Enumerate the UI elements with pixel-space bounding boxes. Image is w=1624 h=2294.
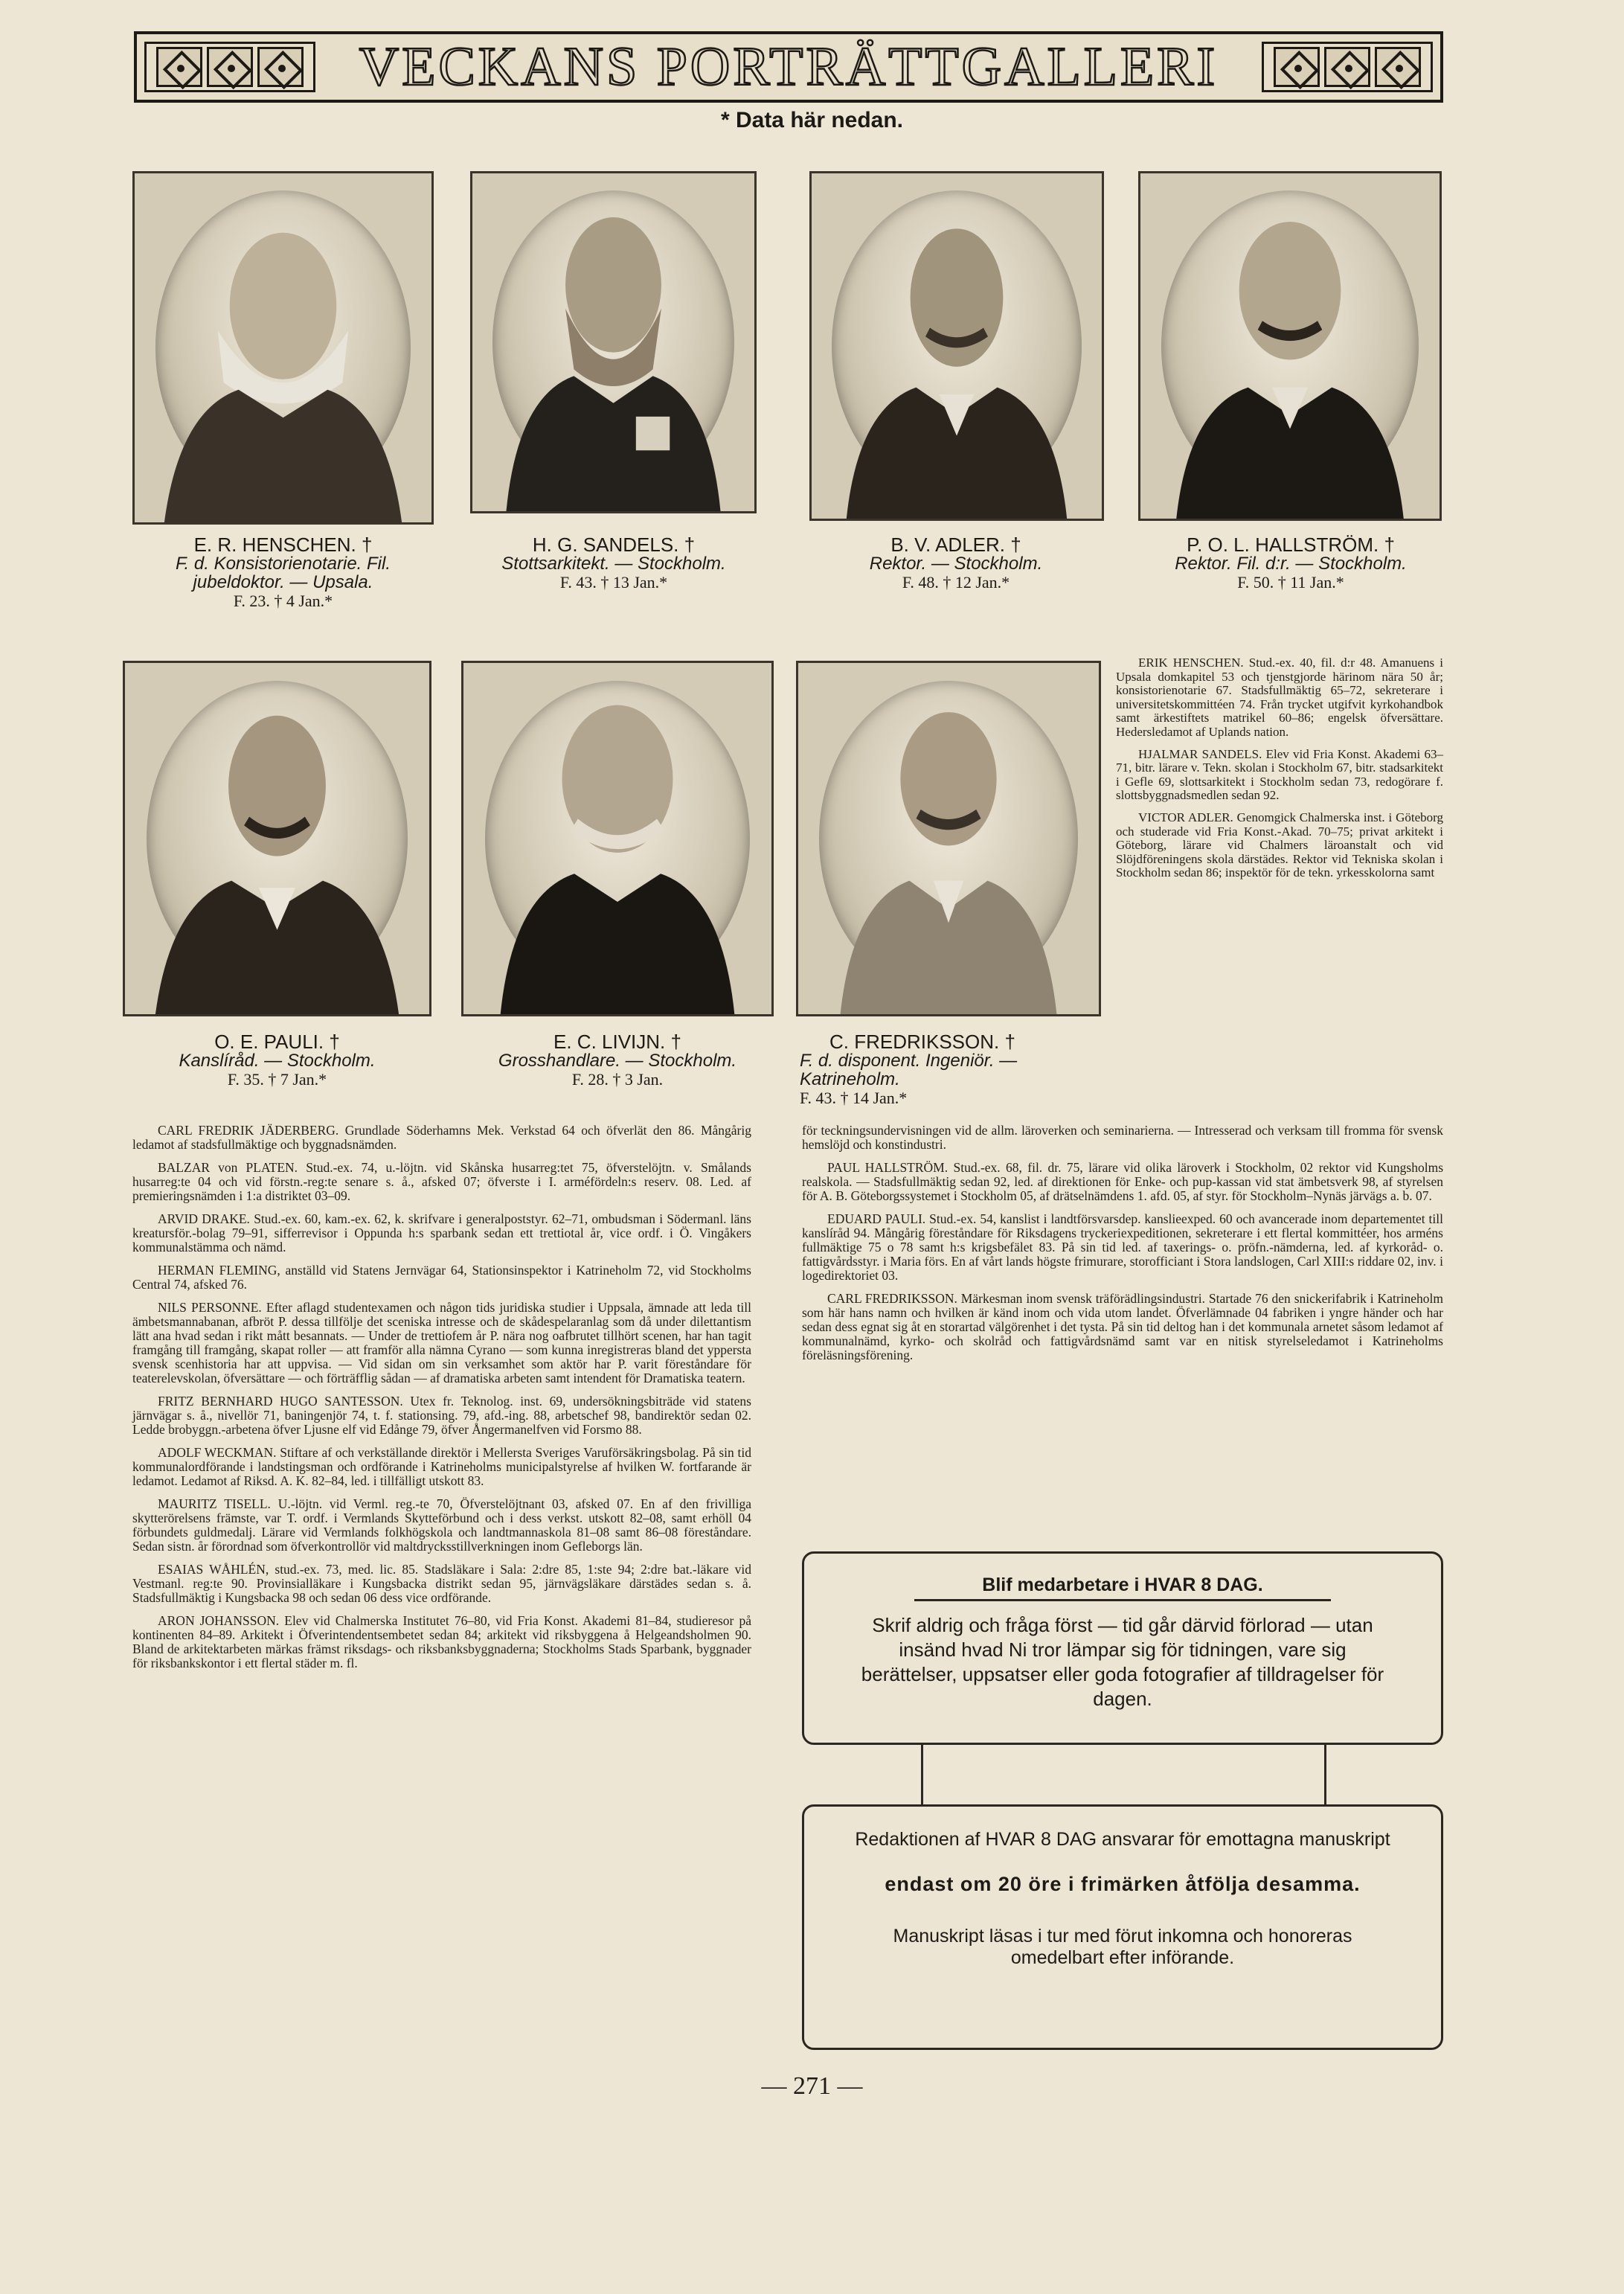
bio-paragraph: HERMAN FLEMING, anställd vid Statens Jernvägar 64, Stationsinspektor i Katrineholm 72, vid Stockholms Central 74, afsked 76. [132, 1263, 751, 1292]
portrait-name: P. O. L. HALLSTRÖM. † [1187, 534, 1395, 556]
portrait-caption-livijn [454, 1033, 781, 1089]
editorial-notice-line2: endast om 20 öre i frimärken åtfölja desamma. [885, 1873, 1361, 1895]
portrait-date: F. 50. † 11 Jan.* [1237, 573, 1344, 592]
bio-paragraph: PAUL HALLSTRÖM. Stud.-ex. 68, fil. dr. 75, lärare vid olika läroverk i Stockholm, 02 rektor vid Kungsholms realskola. — Stadsfullmäktig sedan 92, led. af direktionen för Enke- och pup-kassan vid stat ämbetsverk 98, af styrelsen för A. B. Göteborgssystemet i Stockholm 05, af drätselnämdens 1. afd. 05, af styr. för Stockholm–Nynäs järvägs a. b. 07. [802, 1160, 1443, 1203]
portrait-role: Grosshandlare. — Stockholm. [498, 1051, 737, 1071]
portrait-name: B. V. ADLER. † [890, 534, 1021, 556]
portrait-role: Kanslíråd. — Stockholm. [179, 1051, 376, 1071]
ornament-tile-icon [1274, 47, 1320, 87]
portrait-date: F. 43. † 14 Jan.* [800, 1089, 908, 1107]
bio-paragraph: ARVID DRAKE. Stud.-ex. 60, kam.-ex. 62, k. skrifvare i generalpoststyr. 62–71, ombudsman i Södermanl. läns kreatursför.-bolag 79–91, sifferrevisor i Oppunda h:s sparbank sedan ett trettiotal år, vice ordf. i Ö. Vingåkers kommunalstämma och nämd. [132, 1211, 751, 1255]
bio-paragraph: ARON JOHANSSON. Elev vid Chalmerska Institutet 76–80, vid Fria Konst. Akademi 81–84, studieresor på kontinenten 84–89. Arkitekt i Öfverintendentsembetet sedan 84; arkitekt vid riksbyggena å Helgeandsholmen 90. Bland de arkitektarbeten märkas främst riksdags- och riksbanksbyggnaderna; Stockholms Stads Sparbank, byggnader för riksbankskontor i ett flertal städer m. fl. [132, 1613, 751, 1670]
bio-paragraph: NILS PERSONNE. Efter aflagd studentexamen och någon tids juridiska studier i Uppsala, ämnade att leda till ämbetsmannabanan, afbröt P. dessa tillfölje det sceniska intresse och de skådespelaranlag som då under dilettantism lätt ana hvad sedan i rikt mått besannats. — Under de trettiofem år P. nära nog oafbrutet tillhört scenen, har han tagit framgång till framgång, skapat roller — att framför alla nämna Cyrano — som kunna inregistreras bland det yppersta svensk scenhistoria har att uppvisa. — Vid sidan om sin verksamhet som aktör har P. varit föreståndare för teaterelevskolan, öfversättare — och förträfflig sådan — af dramatiska arbeten samt intendent för Dramatiska teatern. [132, 1300, 751, 1385]
right-column-text [1116, 656, 1443, 888]
portrait-role: Rektor. — Stockholm. [869, 554, 1043, 574]
ornament-tile-icon [156, 47, 202, 87]
ornament-tile-icon [1375, 47, 1421, 87]
box-connector-rule [921, 1745, 923, 1804]
masthead-title: VECKANS PORTRÄTTGALLERI [359, 36, 1219, 97]
ornament-right [1262, 42, 1433, 92]
portrait-date: F. 35. † 7 Jan.* [227, 1070, 327, 1089]
portrait-caption-sandels [454, 536, 774, 592]
portrait-caption-adler [800, 536, 1112, 592]
page-number: — 271 — [761, 2072, 863, 2100]
bio-paragraph: HJALMAR SANDELS. Elev vid Fria Konst. Akademi 63–71, bitr. lärare v. Tekn. skolan i Stockholm 67, bitr. stadsarkitekt i Gefle 69, slottsarkitekt i Stockholm sedan 73, redogörare f. slottsbyggnadsmedlen sedan 92. [1116, 746, 1443, 803]
ornament-tile-icon [1324, 47, 1370, 87]
portrait-name: H. G. SANDELS. † [532, 534, 696, 556]
bio-paragraph: CARL FREDRIKSSON. Märkesman inom svensk träförädlingsindustri. Startade 76 den snickerifabrik i Katrineholm som här hans namn och hvilken är känd inom och vida utom landet. Öfverlämnade 04 fabriken i yngre händer och har sedan dess egnat sig åt en storartad välgörenhet i det tysta. På sin tid deltog han i det kommunala arnetet såsom ledamot af kommunalnämd, kyrko- och skolråd och fattigvårdsnämd samt var en nitisk styrelseledamot i Katrineholms föreläsningsförening. [802, 1291, 1443, 1362]
bio-paragraph: EDUARD PAULI. Stud.-ex. 54, kanslist i landtförsvarsdep. kanslieexped. 60 och avancerade inom departementet till kanslíråd 94. Mångårig föreståndare för Riksdagens tryckeriexpeditionen, sekreterare i ett flertal kommittéer, hos arméns fullmäktige 75 o 78 samt h:s krigsbefälet 83. På sin tid led. af taxerings- o. pröfn.-nämderna, led. af kyrkoråd- o. fattigvårdsstyr. i Maria förs. En af vårt lands högste frimurare, storofficiant i Stora landslogen, Carl XIII:s riddare 02, inv. i logedirektoriet 03. [802, 1211, 1443, 1283]
bio-paragraph: ESAIAS WÅHLÉN, stud.-ex. 73, med. lic. 85. Stadsläkare i Sala: 2:dre 85, 1:ste 94; 2:dre bat.-läkare vid Vestmanl. reg:te 90. Provinsialläkare i Kungsbacka distrikt sedan 95, järnvägsläkare därstädes sedan s. å. Stadsfullmäktig i Kungsbacka 98 och sedan 06 dess vice ordförande. [132, 1562, 751, 1605]
portrait-photo-pauli [123, 661, 431, 1016]
bio-paragraph: MAURITZ TISELL. U.-löjtn. vid Verml. reg.-te 70, Öfverstelöjtnant 03, afsked 07. En af den frivilliga skytterörelsens främste, var T. ordf. i Vermlands Skytteförbund och i dess verkst. utskott 82–08, samt erhöll 04 förbundets guldmedalj. Lärare vid Vermlands folkhögskola och landtmannaskola 81–08 samt 86–08 föreståndare. Sedan sistn. år förordnad som öfverkontrollör vid maltdrycksstillverkningen inom Gefleborgs län. [132, 1496, 751, 1554]
portrait-photo-henschen [132, 171, 434, 525]
portrait-caption-pauli [123, 1033, 431, 1089]
portrait-date: F. 28. † 3 Jan. [571, 1070, 664, 1089]
portrait-date: F. 23. † 4 Jan.* [233, 592, 333, 610]
portrait-role: F. d. Konsistorienotarie. Fil. jubeldoktor. — Upsala. [175, 554, 391, 592]
portrait-photo-sandels [470, 171, 757, 513]
ornament-tile-icon [257, 47, 304, 87]
contributors-box [802, 1551, 1443, 1745]
editorial-notice-line3: Manuskript läsas i tur med förut inkomna och honoreras omedelbart efter införande. [893, 1926, 1352, 1968]
portrait-name: E. R. HENSCHEN. † [193, 534, 373, 556]
masthead-subtitle: * Data här nedan. [720, 108, 904, 132]
portrait-photo-hallstrom [1138, 171, 1442, 521]
bio-paragraph: VICTOR ADLER. Genomgick Chalmerska inst. i Göteborg och studerade vid Fria Konst.-Akad. 70–75; privat arkitekt i Göteborg, lärare vid Chalmers läroanstalt och vid Slöjdföreningens skola därstädes. Rektor vid Tekniska skolan i Stockholm sedan 86; inspektör för de tekn. yrkesskolorna samt [1116, 810, 1443, 880]
editorial-notice-line1: Redaktionen af HVAR 8 DAG ansvarar för emottagna manuskript [855, 1829, 1390, 1850]
bio-paragraph: för teckningsundervisningen vid de allm. läroverken och seminarierna. — Intresserad och verksam till fromma för svensk hemslöjd och konstindustri. [802, 1123, 1443, 1152]
contributors-heading: Blif medarbetare i HVAR 8 DAG. [804, 1574, 1441, 1601]
portrait-date: F. 43. † 13 Jan.* [559, 573, 668, 592]
portrait-photo-livijn [461, 661, 774, 1016]
portrait-caption-fredriksson [800, 1033, 1112, 1107]
bio-paragraph: BALZAR von PLATEN. Stud.-ex. 74, u.-löjtn. vid Skånska husarreg:tet 75, öfverstelöjtn. v. Smålands husarreg:te 04 och vid förstn.-reg:te senare s. å., afsked 07; öfverste i I. arméfördeln:s reserv. 08. Led. af premieringsnämden i 1:a distriktet 03–09. [132, 1160, 751, 1203]
bio-paragraph: FRITZ BERNHARD HUGO SANTESSON. Utex fr. Teknolog. inst. 69, undersökningsbiträde vid statens järnvägar s. å., nivellör 71, baningenjör 74, t. f. stationsing. 79, afd.-ing. 88, arbetschef 98, bandirektör sedan 02. Ledde brobyggn.-arbetena öfver Ljusne elf vid Edånge 79, öfver Ångermanelfven vid Forsmo 88. [132, 1394, 751, 1437]
ornament-tile-icon [207, 47, 253, 87]
right-lower-column-text [802, 1124, 1443, 1371]
bio-paragraph: ADOLF WECKMAN. Stiftare af och verkställande direktör i Mellersta Sveriges Varuförsäkringsbolag. På sin tid kommunalordförande i landstingsman och ordförande i Katrineholms municipalstyrelse af hvilken W. fortfarande är ledamot. Ledamot af Riksd. A. K. 82–84, led. i tillfälligt utskott 83. [132, 1445, 751, 1488]
bio-paragraph: ERIK HENSCHEN. Stud.-ex. 40, fil. d:r 48. Amanuens i Upsala domkapitel 53 och tjenstgjorde härinom nära 50 år; konsistorienotarie 67. Stadsfullmäktig 65–72, sekreterare i universitetskommittéen 74. Från trycket utgifvit kyrkohandbok samt ärkestiftets matrikel 60–86; engelsk öfversättare. Hedersledamot af Uplands nation. [1116, 656, 1443, 739]
portrait-photo-fredriksson [796, 661, 1101, 1016]
box-connector-rule [1324, 1745, 1326, 1804]
contributors-body: Skrif aldrig och fråga först — tid går därvid förlorad — utan insänd hvad Ni tror lämpar sig för tidningen, vare sig berättelser, uppsatser eller goda fotografier af tilldragelser för dagen. [861, 1614, 1384, 1710]
portrait-name: C. FREDRIKSSON. † [829, 1031, 1015, 1053]
masthead [134, 31, 1443, 103]
portrait-name: O. E. PAULI. † [214, 1031, 340, 1053]
portrait-photo-adler [809, 171, 1104, 521]
left-column-text [132, 1124, 751, 1679]
portrait-date: F. 48. † 12 Jan.* [902, 573, 1010, 592]
portrait-role: Rektor. Fil. d:r. — Stockholm. [1175, 554, 1407, 574]
portrait-caption-hallstrom [1123, 536, 1458, 592]
portrait-name: E. C. LIVIJN. † [553, 1031, 681, 1053]
bio-paragraph: CARL FREDRIK JÄDERBERG. Grundlade Söderhamns Mek. Verkstad 64 och öfverlät den 86. Mångårig ledamot af stadsfullmäktige och byggnadsnämden. [132, 1123, 751, 1152]
portrait-caption-henschen [132, 536, 434, 610]
editorial-notice-box [802, 1804, 1443, 2050]
ornament-left [144, 42, 315, 92]
portrait-role: F. d. disponent. Ingeniör. — Katrineholm. [800, 1051, 1018, 1089]
portrait-role: Stottsarkitekt. — Stockholm. [501, 554, 726, 574]
